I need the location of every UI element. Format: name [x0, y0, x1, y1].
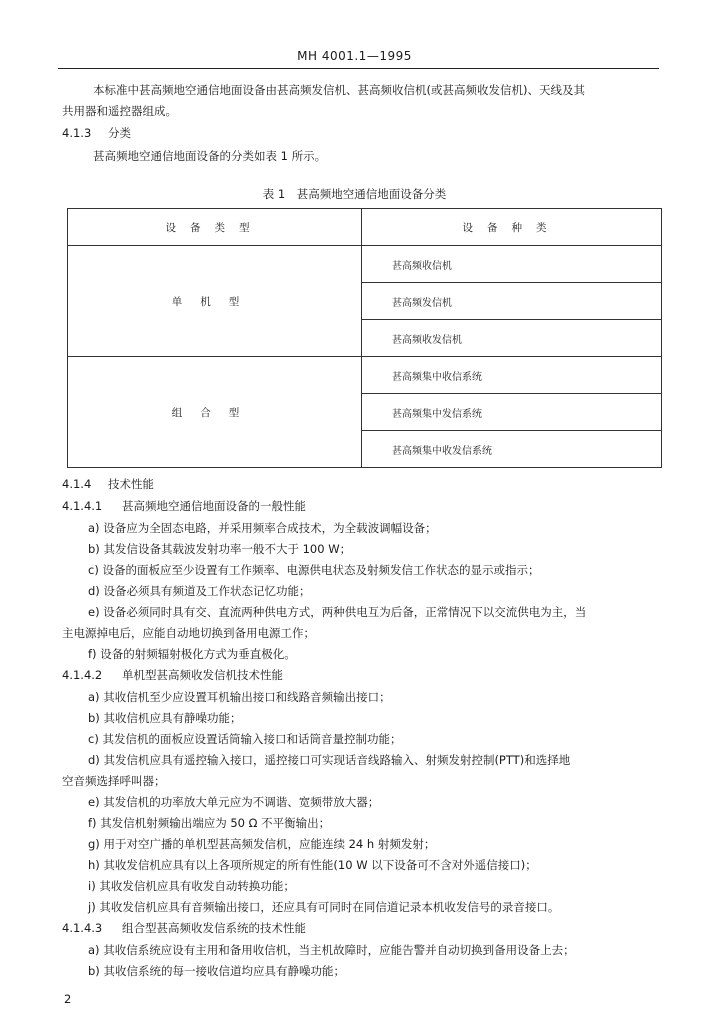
clause-4142-f: f) 其发信机射频输出端应为 50 Ω 不平衡输出；	[88, 816, 331, 830]
clause-4142-b: b) 其收信机应具有静噪功能；	[88, 711, 242, 725]
column-header-device-type: 设备类型	[68, 209, 362, 246]
clause-4141-b: b) 其发信设备其载波发射功率一般不大于 100 W；	[88, 542, 352, 556]
clause-4142-d-line1: d) 其发信机应具有遥控输入接口，遥控接口可实现话音线路输入、射频发射控制(PTT)和选择地	[88, 753, 571, 767]
section-4-1-4-2-title: 单机型甚高频收发信机技术性能	[122, 668, 283, 682]
page-number: 2	[64, 992, 72, 1006]
section-4-1-4-1-title: 甚高频地空通信地面设备的一般性能	[122, 499, 306, 513]
clause-4142-i: i) 其收发信机应具有收发自动转换功能；	[88, 879, 295, 893]
intro-line-1: 本标准中甚高频地空通信地面设备由甚高频发信机、甚高频收信机(或甚高频收发信机)、天线及其	[93, 83, 585, 97]
clause-4141-e-line1: e) 设备必须同时具有交、直流两种供电方式，两种供电互为后备，正常情况下以交流供电为主，当	[88, 605, 587, 619]
section-4-1-3-title: 分类	[108, 126, 131, 140]
device-type-standalone: 单机型	[68, 246, 362, 357]
section-4-1-4-1-number: 4.1.4.1	[62, 499, 103, 513]
clause-4143-a: a) 其收信系统应设有主用和备用收信机，当主机故障时，应能告警并自动切换到备用设备上去；	[88, 943, 575, 957]
device-kind-cell: 甚高频集中收信系统	[362, 357, 662, 394]
section-4-1-3-number: 4.1.3	[62, 126, 92, 140]
clause-4142-h: h) 其收发信机应具有以上各项所规定的所有性能(10 W 以下设备可不含对外遥信接口)；	[88, 858, 537, 872]
clause-4142-j: j) 其收发信机应具有音频输出接口，还应具有可同时在同信道记录本机收发信号的录音接口。	[88, 900, 560, 914]
clause-4142-d-line2: 空音频选择呼叫器；	[62, 774, 166, 788]
intro-line-2: 共用器和遥控器组成。	[62, 104, 177, 118]
section-4-1-3-text: 甚高频地空通信地面设备的分类如表 1 所示。	[93, 149, 327, 163]
device-kind-cell: 甚高频收信机	[362, 246, 662, 283]
classification-table	[67, 208, 662, 468]
clause-4141-d: d) 设备必须具有频道及工作状态记忆功能；	[88, 584, 311, 598]
clause-4143-b: b) 其收信系统的每一接收信道均应具有静噪功能；	[88, 964, 345, 978]
clause-4141-a: a) 设备应为全固态电路，并采用频率合成技术，为全载波调幅设备；	[88, 521, 437, 535]
standard-number-header: MH 4001.1—1995	[297, 49, 412, 63]
device-kind-cell: 甚高频收发信机	[362, 320, 662, 357]
device-kind-cell: 甚高频集中发信系统	[362, 394, 662, 431]
device-type-combined: 组合型	[68, 357, 362, 468]
clause-4141-c: c) 设备的面板应至少设置有工作频率、电源供电状态及射频发信工作状态的显示或指示；	[88, 563, 540, 577]
clause-4142-e: e) 其发信机的功率放大单元应为不调谐、宽频带放大器；	[88, 795, 380, 809]
table-1-caption: 表 1 甚高频地空通信地面设备分类	[262, 187, 447, 201]
clause-4141-f: f) 设备的射频辐射极化方式为垂直极化。	[88, 647, 296, 661]
column-header-device-kind: 设备种类	[362, 209, 662, 246]
section-4-1-4-title: 技术性能	[108, 477, 154, 491]
device-kind-cell: 甚高频集中收发信系统	[362, 431, 662, 468]
device-kind-cell: 甚高频发信机	[362, 283, 662, 320]
clause-4142-g: g) 用于对空广播的单机型甚高频发信机，应能连续 24 h 射频发射；	[88, 837, 436, 851]
clause-4142-c: c) 其发信机的面板应设置话筒输入接口和话筒音量控制功能；	[88, 732, 402, 746]
section-4-1-4-3-title: 组合型甚高频收发信系统的技术性能	[122, 921, 306, 935]
header-rule	[58, 68, 659, 69]
clause-4142-a: a) 其收信机至少应设置耳机输出接口和线路音频输出接口；	[88, 690, 391, 704]
section-4-1-4-2-number: 4.1.4.2	[62, 668, 103, 682]
clause-4141-e-line2: 主电源掉电后，应能自动地切换到备用电源工作；	[62, 626, 315, 640]
section-4-1-4-3-number: 4.1.4.3	[62, 921, 103, 935]
section-4-1-4-number: 4.1.4	[62, 477, 92, 491]
